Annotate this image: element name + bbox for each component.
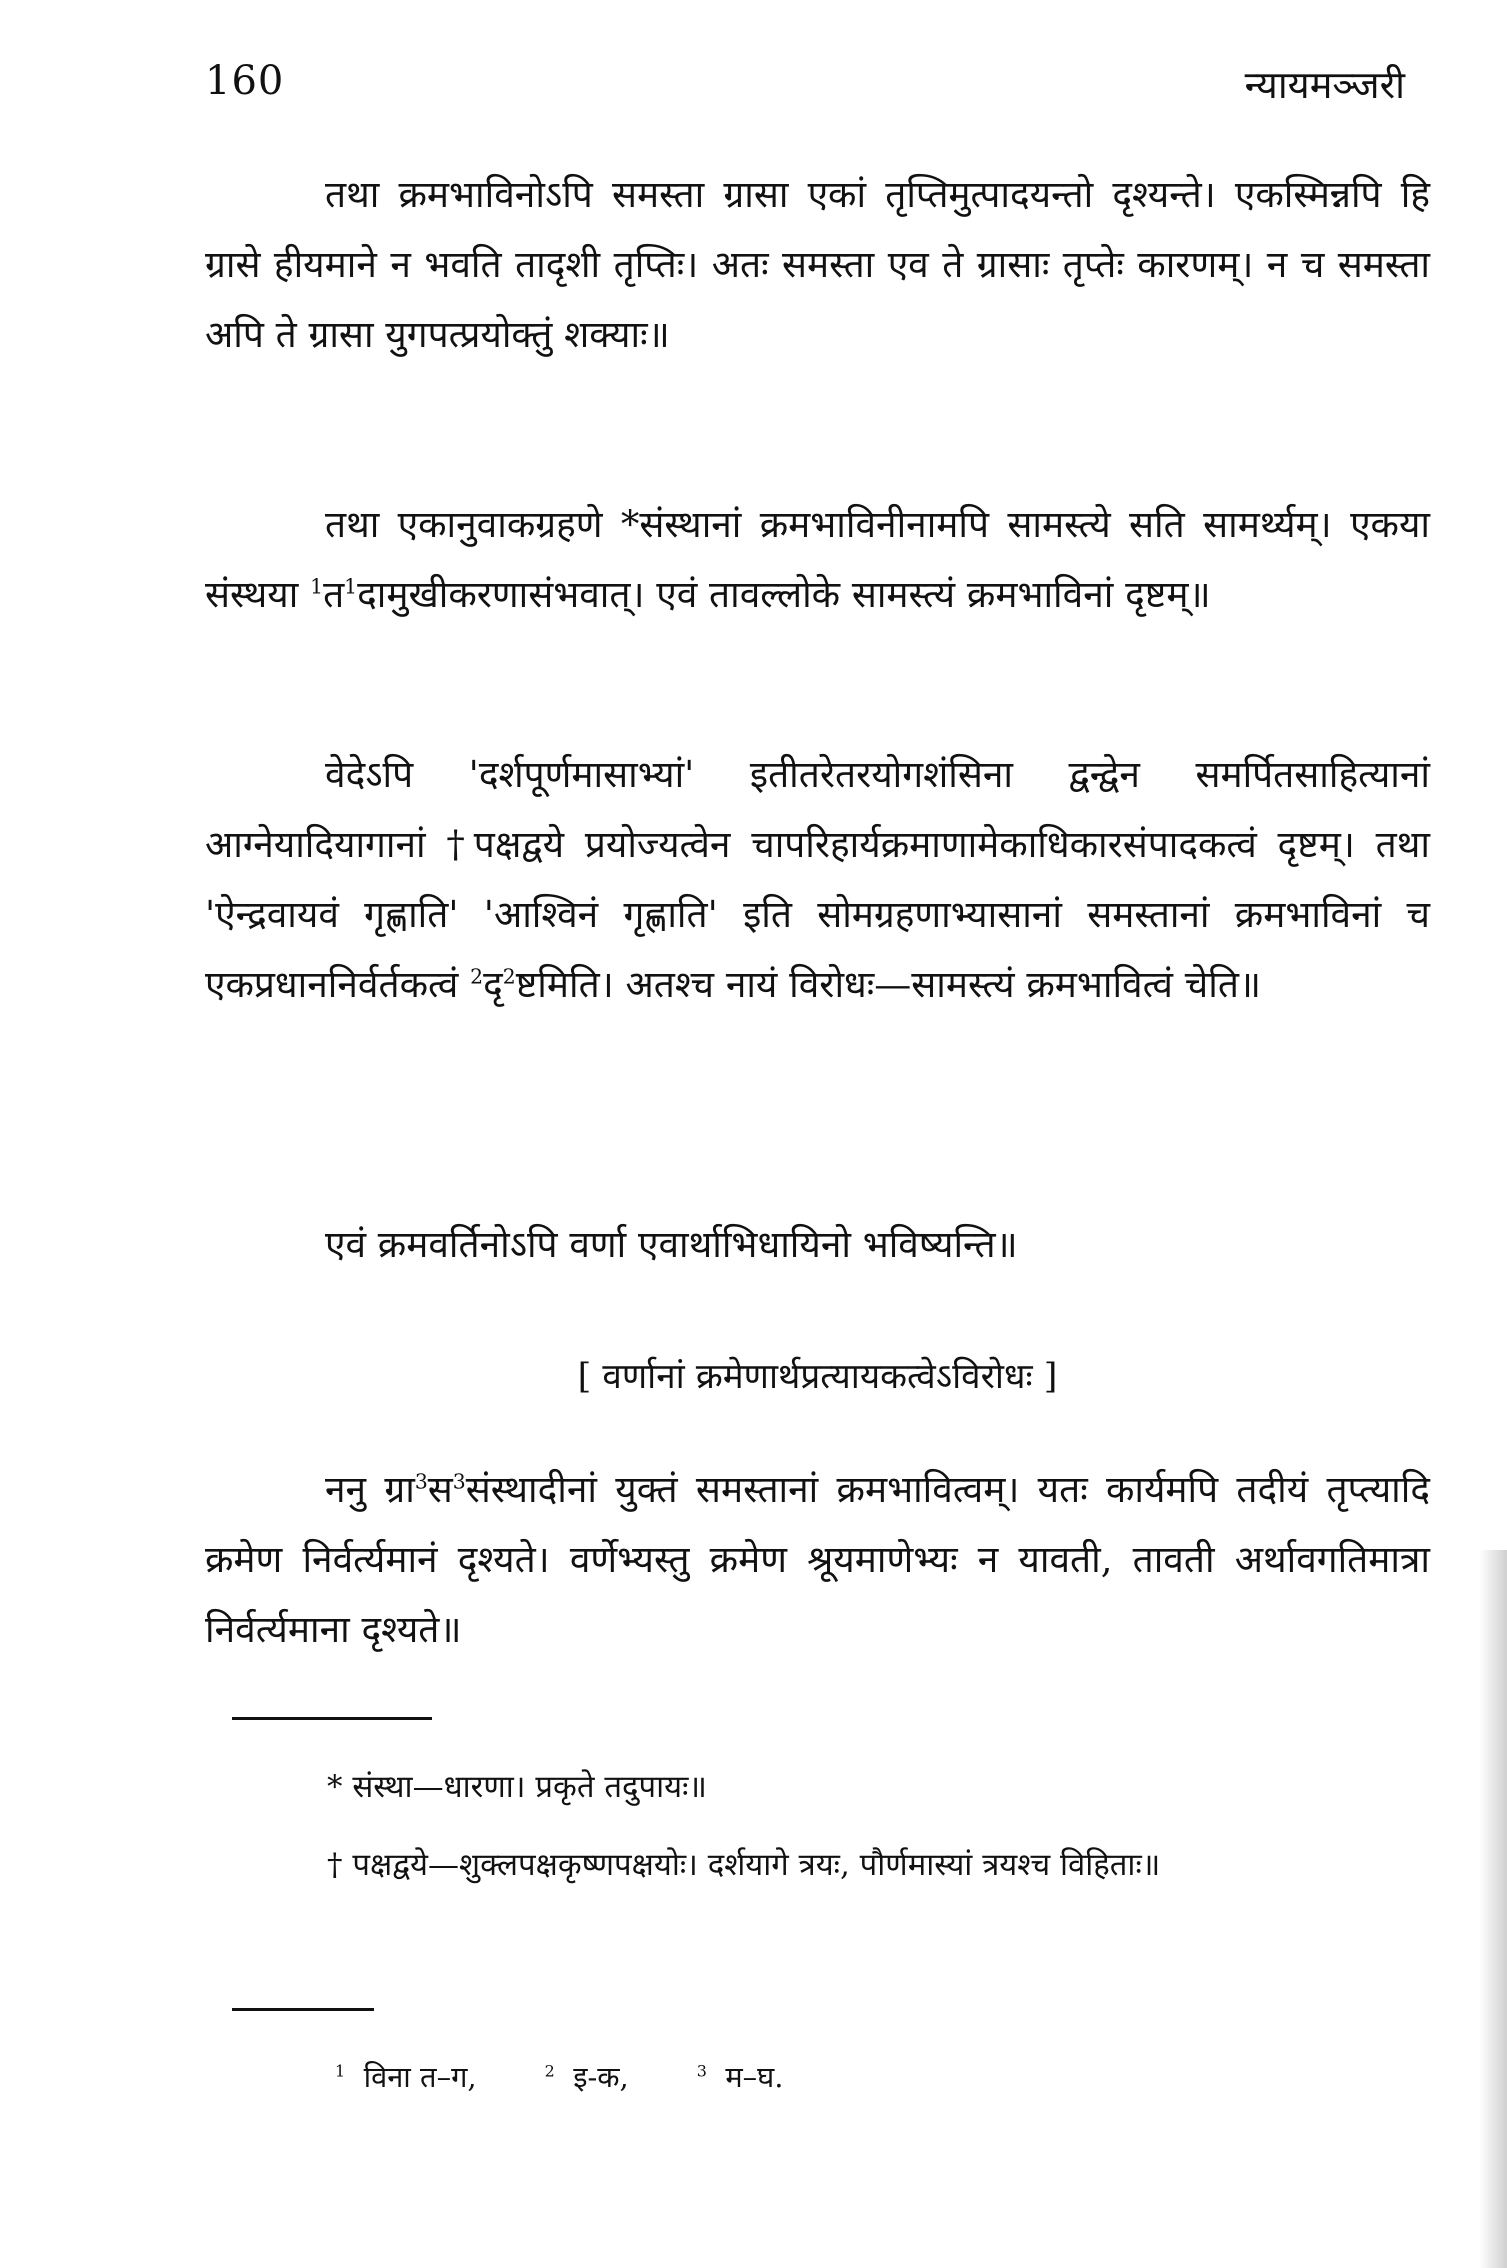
variant-readings-divider <box>232 2008 374 2011</box>
variant-reading <box>335 2052 477 2102</box>
section-heading: [ वर्णानां क्रमेणार्थप्रत्यायकत्वेऽविरोधः ] <box>577 1357 1058 1397</box>
variant-reading-text: विना त–ग, <box>363 2060 477 2094</box>
variant-marker-3-close: 3 <box>452 1469 466 1494</box>
paragraph-1-text: तथा क्रमभाविनोऽपि समस्ता ग्रासा एकां तृप्तिमुत्पादयन्तो दृश्यन्ते। एकस्मिन्नपि हि ग्रासे हीयमाने न भवति तादृशी तृप्तिः। अतः समस्ता एव ते ग्रासाः तृप्तेः कारणम्। न च समस्ता अपि ते ग्रासा युगपत्प्रयोक्तुं शक्याः॥ <box>205 173 1430 356</box>
variant-marker-1-close: 1 <box>344 574 358 599</box>
running-head: न्यायमञ्जरी <box>1244 63 1405 107</box>
footnote-2: † पक्षद्वये—शुक्लपक्षकृष्णपक्षयोः। दर्शयागे त्रयः, पौर्णमास्यां त्रयश्च विहिताः॥ <box>327 1847 1161 1883</box>
paragraph-2-text-a: तथा एकानुवाकग्रहणे *संस्थानां क्रमभाविनीनामपि सामस्त्ये सति सामर्थ्यम्। एकया संस्थया <box>205 503 1430 616</box>
variant-reading-number: 1 <box>335 2061 346 2081</box>
footnote-1: * संस्था—धारणा। प्रकृते तदुपायः॥ <box>327 1769 707 1805</box>
paragraph-5-text-a: ननु ग्रा <box>325 1468 415 1511</box>
variant-marker-2: 2 <box>470 964 484 989</box>
variant-reading <box>545 2052 629 2102</box>
paragraph-2-text-b: त <box>323 573 345 616</box>
paragraph-5 <box>205 1455 1430 1665</box>
variant-readings <box>335 2052 784 2102</box>
paragraph-4-text: एवं क्रमवर्तिनोऽपि वर्णा एवार्थाभिधायिनो भविष्यन्ति॥ <box>325 1223 1018 1266</box>
variant-reading-number: 2 <box>544 2061 555 2081</box>
paragraph-3-text-a: वेदेऽपि 'दर्शपूर्णमासाभ्यां' इतीतरेतरयोगशंसिना द्वन्द्वेन समर्पितसाहित्यानां आग्नेयादियागानां †पक्षद्वये प्रयोज्यत्वेन चापरिहार्यक्रमाणामेकाधिकारसंपादकत्वं दृष्टम्। तथा 'ऐन्द्रवायवं गृह्णाति' 'आश्विनं गृह्णाति' इति सोमग्रहणाभ्यासानां समस्तानां क्रमभाविनां च एकप्रधाननिर्वर्तकत्वं <box>205 753 1430 1006</box>
footnote-divider <box>232 1717 432 1720</box>
variant-marker-1: 1 <box>310 574 324 599</box>
variant-reading-text: म–घ. <box>725 2060 784 2094</box>
variant-reading <box>697 2052 784 2102</box>
variant-marker-3: 3 <box>414 1469 428 1494</box>
paragraph-3 <box>205 740 1430 1020</box>
paragraph-1 <box>205 160 1430 370</box>
paragraph-2-text-c: दामुखीकरणासंभवात्। एवं तावल्लोके सामस्त्यं क्रमभाविनां दृष्टम्॥ <box>357 573 1211 616</box>
paragraph-2 <box>205 490 1430 630</box>
variant-marker-2-close: 2 <box>502 964 516 989</box>
paragraph-5-text-c: संस्थादीनां युक्तं समस्तानां क्रमभावित्वम्। यतः कार्यमपि तदीयं तृप्त्यादि क्रमेण निर्वर्त्यमानं दृश्यते। वर्णेभ्यस्तु क्रमेण श्रूयमाणेभ्यः न यावती, तावती अर्थावगतिमात्रा निर्वर्त्यमाना दृश्यते॥ <box>205 1468 1430 1651</box>
paragraph-5-text-b: स <box>427 1468 453 1511</box>
paragraph-3-text-b: दृ <box>483 963 503 1006</box>
paragraph-3-text-c: ष्टमिति। अतश्च नायं विरोधः—सामस्त्यं क्रमभावित्वं चेति॥ <box>515 963 1262 1006</box>
variant-reading-text: इ-क, <box>573 2060 629 2094</box>
page-edge-shadow <box>1479 1550 1507 2268</box>
variant-reading-number: 3 <box>696 2061 707 2081</box>
paragraph-4 <box>205 1210 1430 1280</box>
page-number: 160 <box>205 58 285 104</box>
